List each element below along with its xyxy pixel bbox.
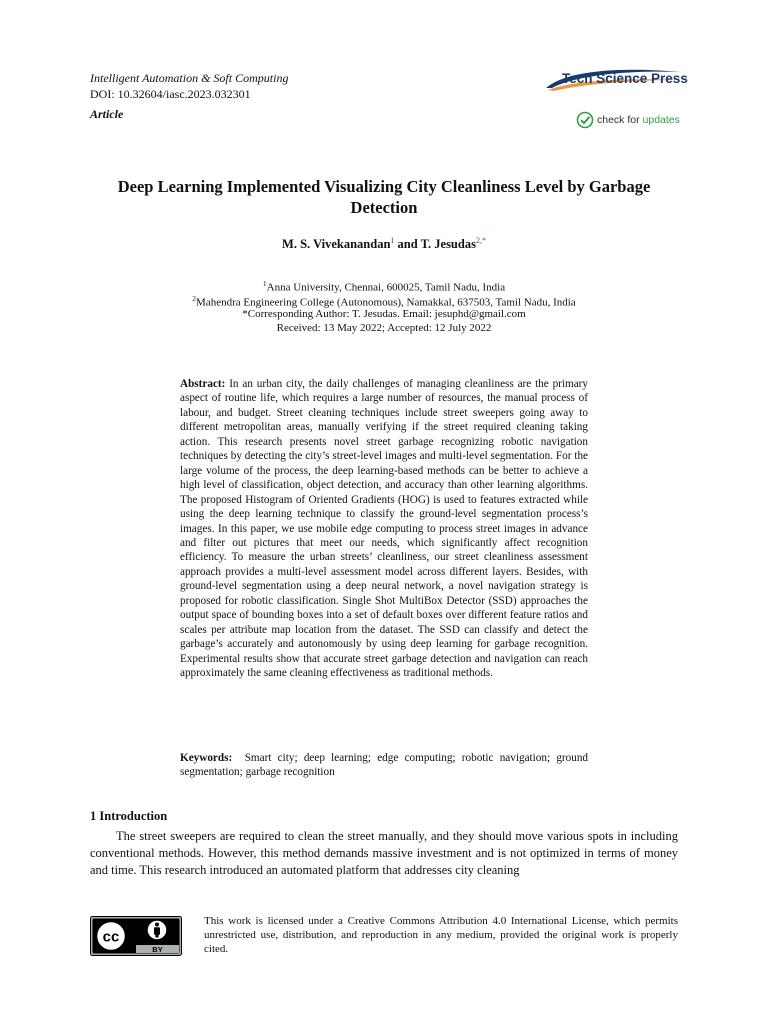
abstract-text: In an urban city, the daily challenges of managing cleanliness are the primary aspect of routine life, which requires a large number of resources, the manual process of labour, and budget. Street cleaning techniques include street sweepers going away to different metropolitan areas, manually verifying if the street required cleaning taking action. This research presents novel street garbage recognizing robotic navigation techniques by detecting the city’s street-level images and multi-level segmentation. For the large volume of the process, the deep learning-based methods can be better to achieve a high level of classification, object detection, and accuracy than other learning algorithms. The proposed Histogram of Oriented Gradients (HOG) is used to features extracted while using the deep learning technique to classify the ground-level segmentation process’s images. In this paper, we use mobile edge computing to process street images in advance and filter out pictures that meet our needs, which significantly affect recognition efficiency. To measure the urban streets’ cleanliness, our street cleanliness assessment approach provides a multi-level assessment model across different layers. Besides, with ground-level segmentation using a deep neural network, a novel navigation strategy is proposed for robotic classification. Single Shot MultiBox Detector (SSD) approaches the output space of bounding boxes into a set of default boxes over different feature ratios and scales per attribute map location from the dataset. The SSD can classify and detect the garbage’s accurately and autonomously by using deep learning for garbage recognition. Experimental results show that accurate street garbage detection and navigation can reach approximately the same cleaning effectiveness as traditional methods. [180, 378, 588, 680]
journal-name: Intelligent Automation & Soft Computing [90, 71, 289, 85]
author-list [90, 233, 678, 252]
author-2[interactable]: T. Jesudas [420, 237, 476, 252]
cc-by-badge[interactable] [90, 916, 182, 956]
paper-title: Deep Learning Implemented Visualizing City Cleanliness Level by Garbage Detection [117, 177, 651, 217]
article-type: Article [90, 107, 124, 121]
author-and: and [394, 237, 421, 252]
section-heading-introduction: 1 Introduction [90, 809, 168, 823]
check-updates-label: check for updates [597, 114, 680, 126]
keywords-list: Smart city; deep learning; edge computing; robotic navigation; ground segmentation; garbage recognition [180, 752, 589, 779]
keywords [180, 751, 588, 780]
publisher-logo[interactable] [544, 66, 688, 94]
publisher-name: Tech Science Press [562, 71, 688, 86]
abstract [180, 377, 588, 681]
keyword-item: ground segmentation [180, 752, 589, 779]
keyword-item: Smart city [244, 752, 295, 764]
check-updates-icon [576, 111, 594, 129]
cc-glyph: cc [102, 928, 120, 946]
abstract-label: Abstract: [180, 378, 226, 390]
keyword-item: garbage recognition [245, 766, 335, 779]
doi[interactable]: DOI: 10.32604/iasc.2023.032301 [90, 87, 251, 101]
corresponding-author: *Corresponding Author: T. Jesudas. Email: jesuphd@gmail.com [242, 308, 526, 320]
received-dates: Received: 13 May 2022; Accepted: 12 July 2022 [276, 322, 492, 334]
author-1-affil: 1 [390, 236, 395, 245]
keyword-item: robotic navigation [461, 752, 547, 764]
affiliation-1: $^1$Anna University, Chennai, 600025, Tamil Nadu, India [262, 279, 506, 294]
keyword-item: deep learning [303, 752, 368, 764]
license-text: This work is licensed under a Creative Commons Attribution 4.0 International License, which permits unrestricted use, distribution, and reproduction in any medium, provided the original work is properly cited. [204, 915, 678, 956]
affiliation-2: $^2$Mahendra Engineering College (Autonomous), Namakkal, 637503, Tamil Nadu, India [192, 294, 576, 309]
check-for-updates[interactable] [576, 110, 680, 130]
author-1[interactable]: M. S. Vivekanandan [282, 237, 391, 252]
by-glyph: BY [152, 945, 163, 954]
keywords-label: Keywords: [180, 752, 233, 764]
cc-by-icon [90, 916, 182, 956]
keyword-item: edge computing [377, 752, 453, 764]
author-2-affil: 2,* [475, 236, 486, 245]
introduction-text: The street sweepers are required to clean the street manually, and they should move various spots in including conventional methods. However, this method demands massive investment and is not optimized in terms of money and time. This research introduced an automated platform that addresses city cleaning [90, 829, 678, 878]
